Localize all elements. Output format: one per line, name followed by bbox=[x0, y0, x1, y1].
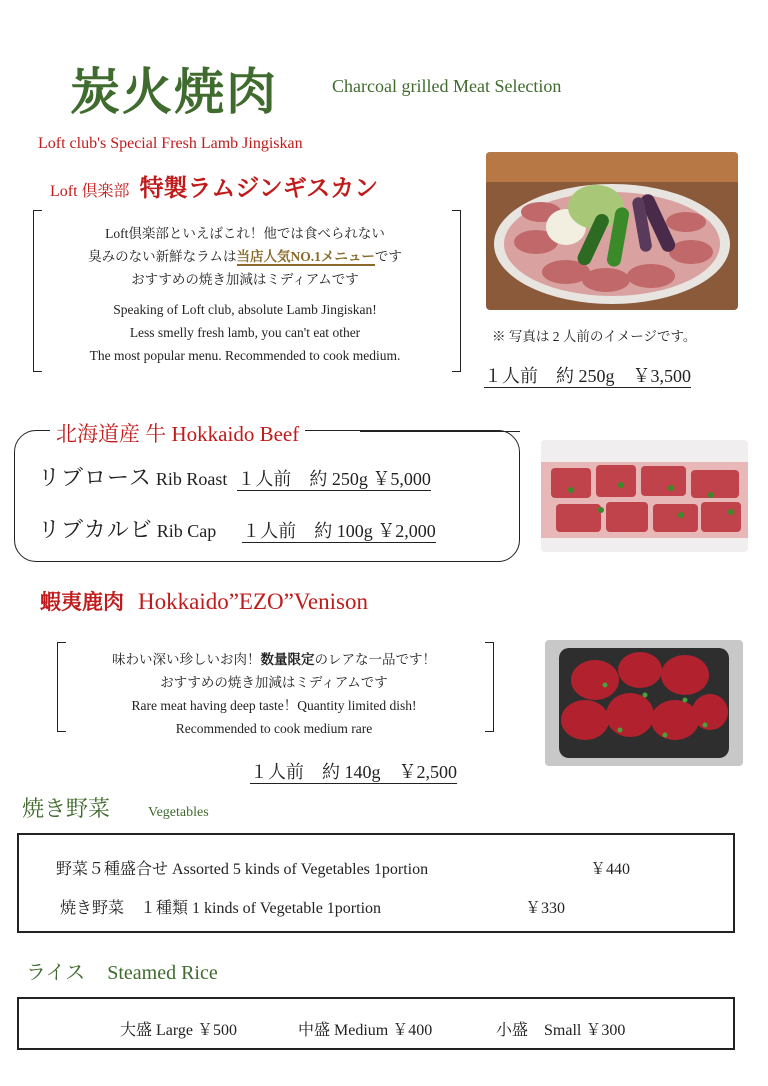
lamb-desc-jp-3: おすすめの焼き加減はミディアムです bbox=[131, 272, 359, 287]
rib-roast-name-jp: リブロース bbox=[38, 465, 152, 490]
venison-desc-en-1: Rare meat having deep taste！Quantity limited dish! bbox=[131, 698, 417, 713]
lamb-popular-highlight: 当店人気NO.1メニュー bbox=[236, 249, 375, 264]
venison-desc-en-2: Recommended to cook medium rare bbox=[175, 721, 373, 736]
vegetables-box bbox=[17, 833, 735, 933]
lamb-desc-en-3: The most popular menu. Recommended to cook medium. bbox=[89, 348, 401, 363]
venison-heading-en: Hokkaido”EZO”Venison bbox=[138, 589, 368, 614]
rib-cap-name-en: Rib Cap bbox=[156, 521, 217, 541]
vegetable-item-single bbox=[60, 895, 381, 918]
lamb-title-main: 特製ラムジンギスカン bbox=[139, 176, 379, 202]
beef-item-rib-cap bbox=[38, 513, 436, 544]
lamb-desc-en-2: Less smelly fresh lamb, you can't eat other bbox=[129, 325, 361, 340]
rib-roast-price: １人前 約 250g ￥5,000 bbox=[237, 469, 431, 489]
beef-heading: 北海道産 牛 Hokkaido Beef bbox=[50, 418, 305, 448]
venison-heading bbox=[40, 586, 368, 616]
lamb-photo-note: ※ 写真は 2 人前のイメージです。 bbox=[492, 329, 697, 344]
lamb-title bbox=[50, 168, 378, 203]
rice-heading bbox=[26, 956, 218, 985]
rice-medium: 中盛 Medium ￥400 bbox=[298, 1022, 433, 1039]
beef-heading-line bbox=[360, 431, 520, 432]
rice-heading-jp: ライス bbox=[26, 962, 86, 984]
limited-highlight: 数量限定 bbox=[260, 652, 315, 667]
lamb-price: １人前 約 250g ￥3,500 bbox=[484, 366, 691, 386]
lamb-title-prefix: Loft 倶楽部 bbox=[50, 183, 130, 200]
venison-bracket-right bbox=[485, 642, 494, 732]
rib-cap-name-jp: リブカルビ bbox=[38, 517, 153, 542]
venison-description bbox=[64, 648, 484, 740]
assorted-price: ￥440 bbox=[590, 861, 631, 878]
single-label: 焼き野菜 １種類 1 kinds of Vegetable 1portion bbox=[60, 900, 382, 917]
page-subtitle: Charcoal grilled Meat Selection bbox=[332, 76, 562, 96]
rice-small: 小盛 Small ￥300 bbox=[496, 1022, 626, 1039]
venison-desc-jp-2: おすすめの焼き加減はミディアムです bbox=[160, 675, 388, 690]
single-price: ￥330 bbox=[525, 900, 566, 917]
venison-heading-jp: 蝦夷鹿肉 bbox=[40, 590, 124, 614]
page-title: 炭火焼肉 bbox=[70, 64, 278, 120]
lamb-desc-jp-1: Loft倶楽部といえばこれ！他では食べられない bbox=[105, 226, 385, 241]
rib-cap-price: １人前 約 100g ￥2,000 bbox=[242, 521, 436, 541]
vegetables-heading-jp: 焼き野菜 bbox=[22, 796, 111, 821]
venison-desc-jp-1: 味わい深い珍しいお肉！数量限定のレアな一品です！ bbox=[112, 652, 436, 667]
vegetables-heading bbox=[22, 792, 209, 823]
assorted-label: 野菜５種盛合せ Assorted 5 kinds of Vegetables 1portion bbox=[56, 861, 429, 878]
lamb-desc-en-1: Speaking of Loft club, absolute Lamb Jingiskan! bbox=[113, 302, 377, 317]
rice-heading-en: Steamed Rice bbox=[107, 962, 218, 984]
vegetable-item-assorted bbox=[56, 856, 428, 879]
beef-item-rib-roast bbox=[38, 461, 431, 492]
lamb-subtitle: Loft club's Special Fresh Lamb Jingiskan bbox=[38, 135, 303, 152]
beef-photo bbox=[541, 440, 748, 552]
lamb-photo bbox=[486, 152, 738, 310]
rice-large: 大盛 Large ￥500 bbox=[120, 1022, 238, 1039]
venison-photo bbox=[545, 640, 743, 766]
lamb-desc-jp-2: 臭みのない新鮮なラムは当店人気NO.1メニューです bbox=[88, 249, 402, 264]
rib-roast-name-en: Rib Roast bbox=[155, 469, 228, 489]
lamb-bracket-right bbox=[452, 210, 461, 372]
vegetables-heading-en: Vegetables bbox=[148, 805, 209, 820]
venison-price: １人前 約 140g ￥2,500 bbox=[250, 762, 457, 782]
lamb-description bbox=[40, 222, 450, 367]
